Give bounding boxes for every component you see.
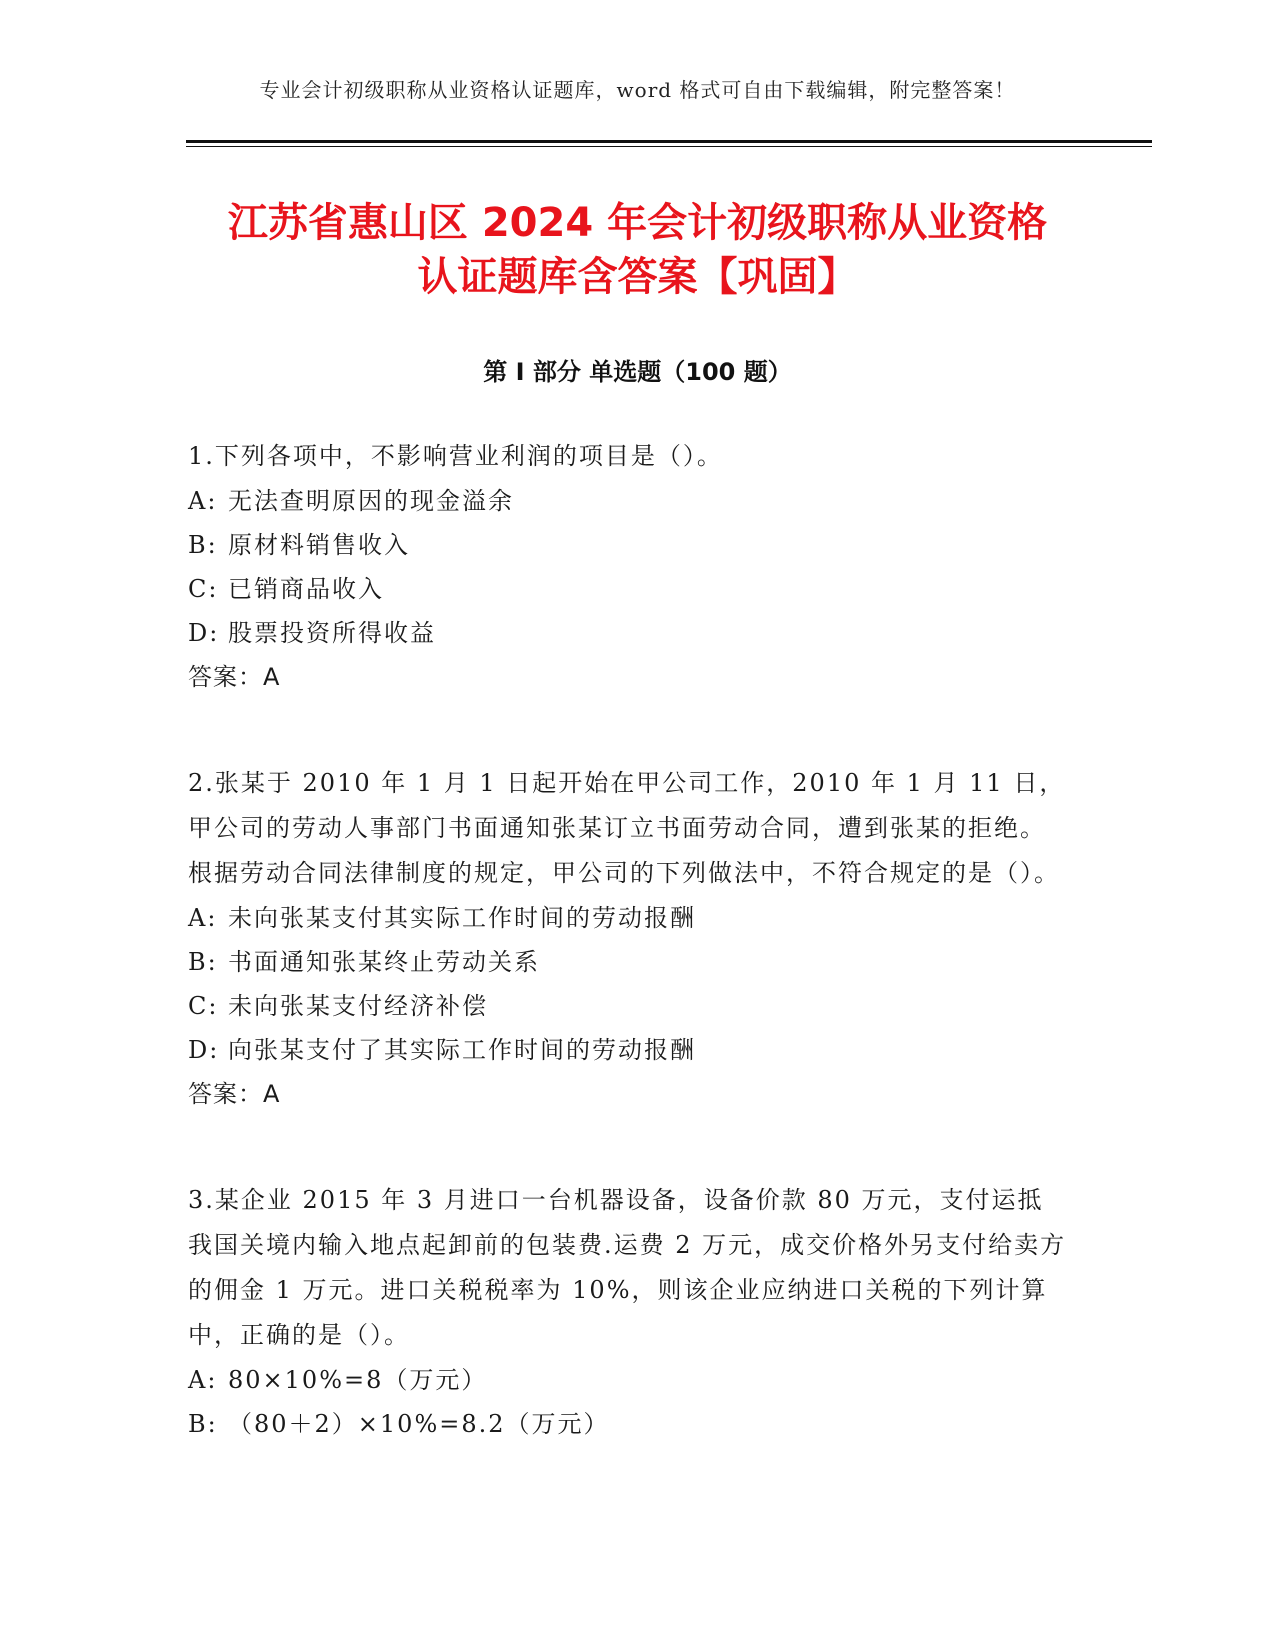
answer-line: 答案：A — [188, 663, 281, 691]
option-key: A: — [188, 1366, 218, 1394]
option-text: 向张某支付了其实际工作时间的劳动报酬 — [228, 1036, 696, 1064]
option-c — [188, 567, 1068, 611]
question-1 — [188, 434, 1068, 699]
option-b — [188, 940, 1068, 984]
option-b — [188, 1402, 1068, 1446]
header-note: 专业会计初级职称从业资格认证题库，word 格式可自由下载编辑，附完整答案！ — [259, 78, 1016, 102]
document-title-line-2: 认证题库含答案【巩固】 — [417, 254, 858, 300]
option-text: 股票投资所得收益 — [228, 619, 436, 647]
option-key: B: — [188, 1410, 218, 1438]
document-title — [120, 196, 1155, 304]
option-key: A: — [188, 904, 218, 932]
option-text: 未向张某支付其实际工作时间的劳动报酬 — [228, 904, 696, 932]
header-rule-thick — [186, 140, 1152, 143]
option-d — [188, 611, 1068, 655]
option-key: C: — [188, 575, 219, 603]
option-c — [188, 984, 1068, 1028]
option-key: A: — [188, 487, 218, 515]
option-d — [188, 1028, 1068, 1072]
option-key: B: — [188, 948, 218, 976]
header-rule — [186, 140, 1152, 148]
option-text: （80＋2）×10%=8.2（万元） — [228, 1410, 610, 1438]
option-a — [188, 896, 1068, 940]
option-a — [188, 1358, 1068, 1402]
option-key: C: — [188, 992, 219, 1020]
option-text: 80×10%=8（万元） — [228, 1366, 488, 1394]
option-text: 书面通知张某终止劳动关系 — [228, 948, 540, 976]
section-heading: 第 I 部分 单选题（100 题） — [483, 358, 792, 386]
option-key: D: — [188, 619, 220, 647]
option-text: 无法查明原因的现金溢余 — [228, 487, 514, 515]
option-a — [188, 479, 1068, 523]
option-text: 未向张某支付经济补偿 — [228, 992, 488, 1020]
header-rule-thin — [186, 146, 1152, 147]
answer-line: 答案：A — [188, 1080, 281, 1108]
option-key: B: — [188, 531, 218, 559]
option-key: D: — [188, 1036, 220, 1064]
option-text: 已销商品收入 — [228, 575, 384, 603]
question-stem: 3.某企业 2015 年 3 月进口一台机器设备，设备价款 80 万元，支付运抵我国关境内输入地点起卸前的包装费.运费 2 万元，成交价格外另支付给卖方的佣金 1 万元。进口关税税率为 10%，则该企业应纳进口关税的下列计算中，正确的是（）。 — [188, 1186, 1067, 1349]
question-list — [188, 434, 1068, 1446]
option-b — [188, 523, 1068, 567]
question-3 — [188, 1178, 1068, 1446]
question-stem: 1.下列各项中，不影响营业利润的项目是（）。 — [188, 442, 723, 470]
question-stem: 2.张某于 2010 年 1 月 1 日起开始在甲公司工作，2010 年 1 月 11 日，甲公司的劳动人事部门书面通知张某订立书面劳动合同，遭到张某的拒绝。根据劳动合同法律制度的规定，甲公司的下列做法中，不符合规定的是（）。 — [188, 769, 1066, 887]
document-title-line-1: 江苏省惠山区 2024 年会计初级职称从业资格 — [227, 200, 1048, 246]
question-2 — [188, 761, 1068, 1116]
option-text: 原材料销售收入 — [228, 531, 410, 559]
